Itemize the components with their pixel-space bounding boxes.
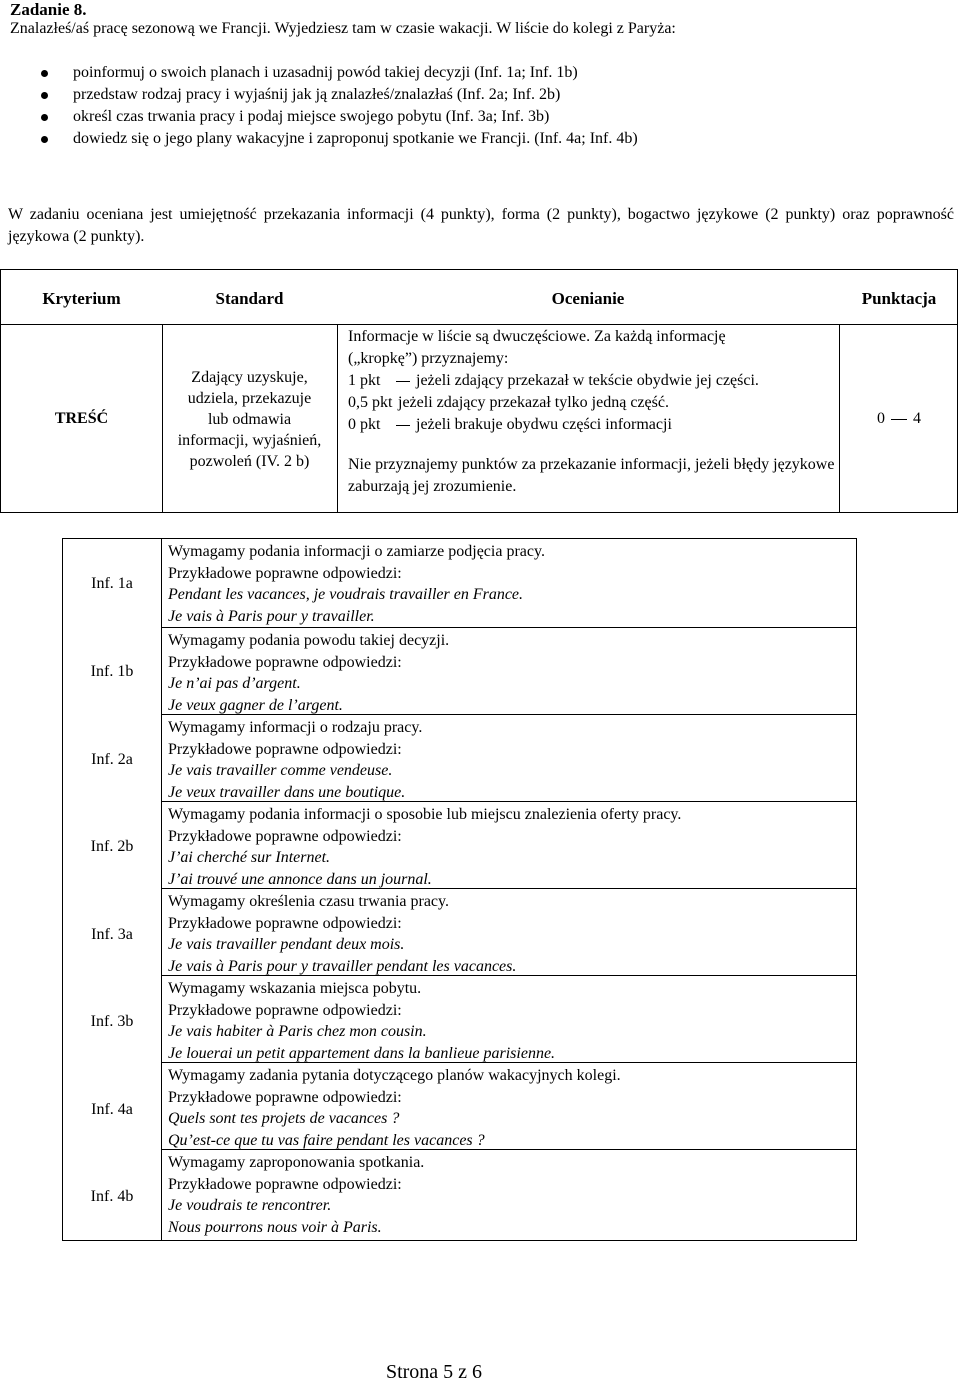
info-entry <box>162 627 856 714</box>
info-label: Inf. 4b <box>90 1188 134 1205</box>
points-range <box>839 324 959 514</box>
requirement-text: Wymagamy określenia czasu trwania pracy. <box>168 893 449 910</box>
task-title: Zadanie 8. <box>10 0 87 19</box>
sample-answers-label: Przykładowe poprawne odpowiedzi: <box>168 827 402 845</box>
example-answer: Je veux gagner de l’argent. <box>168 696 343 714</box>
requirement-text: Wymagamy podania informacji o sposobie lub miejscu znalezienia oferty pracy. <box>168 806 682 823</box>
sample-answers-label: Przykładowe poprawne odpowiedzi: <box>168 914 402 932</box>
sample-answers-label: Przykładowe poprawne odpowiedzi: <box>168 740 402 758</box>
header-punktacja: Punktacja <box>861 289 937 308</box>
table-divider <box>337 324 338 512</box>
dash-icon <box>891 419 907 420</box>
example-answer: Je vais à Paris pour y travailler pendant les vacances. <box>168 957 517 975</box>
info-entry <box>162 801 856 888</box>
info-entry <box>162 975 856 1062</box>
info-label: Inf. 2a <box>91 751 133 768</box>
example-answer: Je vais travailler comme vendeuse. <box>168 762 393 779</box>
dash-icon <box>396 381 410 382</box>
score-description: jeżeli brakuje obydwu części informacji <box>416 416 672 433</box>
score-description: jeżeli zdający przekazał tylko jedną część. <box>398 394 669 411</box>
sample-answers-label: Przykładowe poprawne odpowiedzi: <box>168 1088 402 1106</box>
standard-text: Zdający uzyskuje, udziela, przekazuje lub odmawia informacji, wyjaśnień, pozwoleń (IV. 2 b) <box>177 368 322 470</box>
score-points: 1 pkt <box>348 372 381 389</box>
bullet-text: poinformuj o swoich planach i uzasadnij powód takiej decyzji (Inf. 1a; Inf. 1b) <box>73 64 578 81</box>
info-label: Inf. 3a <box>91 926 133 943</box>
info-entry <box>162 714 856 801</box>
header-ocenianie: Ocenianie <box>551 289 625 308</box>
info-entries-column <box>162 539 856 1240</box>
example-answer: Nous pourrons nous voir à Paris. <box>168 1218 382 1236</box>
info-label: Inf. 3b <box>90 1013 134 1030</box>
info-entry <box>162 539 856 627</box>
score-description: jeżeli zdający przekazał w tekście obydwie jej części. <box>416 372 759 389</box>
criterion-tresc: TREŚĆ <box>54 410 109 427</box>
info-entry <box>162 888 856 975</box>
bullet-text: przedstaw rodzaj pracy i wyjaśnij jak ją znalazłeś/znalazłaś (Inf. 2a; Inf. 2b) <box>73 86 561 103</box>
requirement-text: Wymagamy zadania pytania dotyczącego planów wakacyjnych kolegi. <box>168 1067 621 1084</box>
header-kryterium: Kryterium <box>42 289 121 308</box>
example-answer: Je veux travailler dans une boutique. <box>168 783 406 801</box>
information-table <box>62 538 857 1241</box>
example-answer: Qu’est-ce que tu vas faire pendant les vacances ? <box>168 1131 485 1149</box>
scoring-intro: („kropkę”) przyznajemy: <box>348 350 509 367</box>
header-standard: Standard <box>215 289 284 308</box>
score-rule <box>348 392 838 414</box>
example-answer: Je louerai un petit appartement dans la banlieue parisienne. <box>168 1044 556 1062</box>
info-label: Inf. 1b <box>90 663 134 680</box>
requirement-text: Wymagamy podania informacji o zamiarze podjęcia pracy. <box>168 543 545 560</box>
score-points: 0 pkt <box>348 416 381 433</box>
dash-icon <box>396 425 410 426</box>
bullet-dot-icon <box>41 114 48 121</box>
info-entry <box>162 1149 856 1236</box>
example-answer: Je voudrais te rencontrer. <box>168 1197 332 1214</box>
sample-answers-label: Przykładowe poprawne odpowiedzi: <box>168 653 402 671</box>
criteria-table <box>0 269 958 513</box>
example-answer: Je n’ai pas d’argent. <box>168 675 301 692</box>
requirement-text: Wymagamy podania powodu takiej decyzji. <box>168 632 450 649</box>
bullet-dot-icon <box>41 136 48 143</box>
example-answer: Pendant les vacances, je voudrais travailler en France. <box>168 586 524 603</box>
score-points: 0,5 pkt <box>348 394 393 411</box>
info-labels-column <box>63 539 161 1240</box>
page-number: Strona 5 z 6 <box>385 1361 483 1383</box>
scoring-paragraph: W zadaniu oceniana jest umiejętność przekazania informacji (4 punkty), forma (2 punkty), bogactwo językowe (2 punkty) oraz poprawność językowa (2 punkty). <box>8 206 954 245</box>
example-answer: Quels sont tes projets de vacances ? <box>168 1110 400 1127</box>
sample-answers-label: Przykładowe poprawne odpowiedzi: <box>168 1001 402 1019</box>
example-answer: J’ai trouvé une annonce dans un journal. <box>168 870 432 888</box>
scoring-rules <box>348 326 838 498</box>
points-min: 0 <box>877 410 885 427</box>
requirement-text: Wymagamy zaproponowania spotkania. <box>168 1154 425 1171</box>
example-answer: J’ai cherché sur Internet. <box>168 849 331 866</box>
score-rule <box>348 370 838 392</box>
scoring-intro: Informacje w liście są dwuczęściowe. Za każdą informację <box>348 328 726 345</box>
score-rule <box>348 414 838 436</box>
requirement-text: Wymagamy informacji o rodzaju pracy. <box>168 719 423 736</box>
info-label: Inf. 2b <box>90 838 134 855</box>
example-answer: Je vais habiter à Paris chez mon cousin. <box>168 1023 427 1040</box>
bullet-text: określ czas trwania pracy i podaj miejsce swojego pobytu (Inf. 3a; Inf. 3b) <box>73 108 550 125</box>
info-entry <box>162 1062 856 1149</box>
bullet-text: dowiedz się o jego plany wakacyjne i zaproponuj spotkanie we Francji. (Inf. 4a; Inf. 4b) <box>73 130 638 147</box>
points-max: 4 <box>913 410 921 427</box>
example-answer: Je vais travailler pendant deux mois. <box>168 936 405 953</box>
sample-answers-label: Przykładowe poprawne odpowiedzi: <box>168 564 402 582</box>
info-label: Inf. 4a <box>91 1101 133 1118</box>
scoring-note: Nie przyznajemy punktów za przekazanie informacji, jeżeli błędy językowe zaburzają jej zrozumienie. <box>348 456 835 495</box>
task-intro: Znalazłeś/aś pracę sezonową we Francji. Wyjedziesz tam w czasie wakacji. W liście do kolegi z Paryża: <box>10 20 676 37</box>
sample-answers-label: Przykładowe poprawne odpowiedzi: <box>168 1175 402 1193</box>
example-answer: Je vais à Paris pour y travailler. <box>168 607 375 625</box>
bullet-dot-icon <box>41 70 48 77</box>
info-label: Inf. 1a <box>91 575 133 592</box>
bullet-dot-icon <box>41 92 48 99</box>
requirement-text: Wymagamy wskazania miejsca pobytu. <box>168 980 422 997</box>
